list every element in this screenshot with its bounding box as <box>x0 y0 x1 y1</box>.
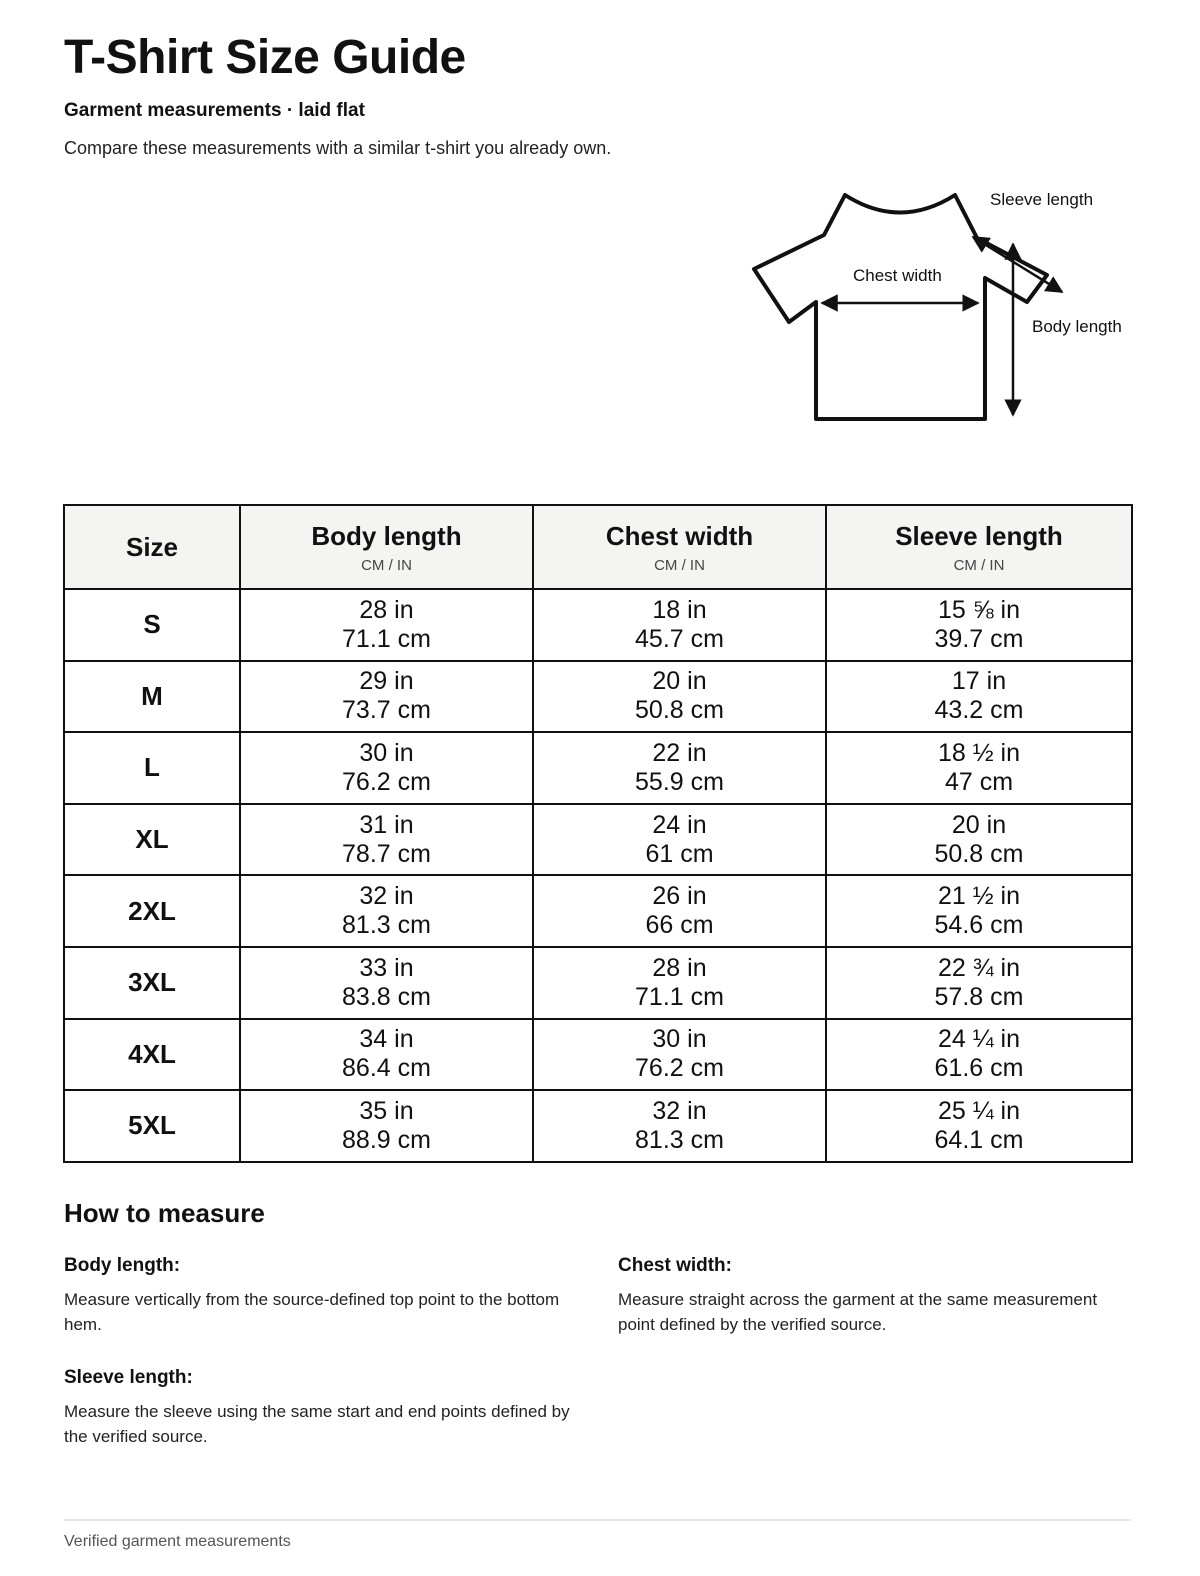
inch-value: 22 ¾ in <box>937 953 1020 982</box>
inch-value: 35 in <box>359 1096 414 1125</box>
sleeve-cell <box>826 947 1132 1019</box>
inch-value: 34 in <box>359 1025 414 1054</box>
cm-value: 66 cm <box>645 911 714 940</box>
body-cell <box>240 661 533 733</box>
chest-cell <box>533 1090 826 1162</box>
table-row <box>64 875 1132 947</box>
table-row <box>64 1019 1132 1091</box>
instruction-heading: Sleeve length: <box>64 1367 193 1388</box>
inch-value: 24 in <box>652 810 707 839</box>
page-title: T-Shirt Size Guide <box>64 31 466 84</box>
inch-value: 32 in <box>359 882 414 911</box>
body-cell <box>240 1019 533 1091</box>
instruction-heading: Chest width: <box>618 1255 732 1276</box>
inch-value: 24 ¼ in <box>937 1025 1020 1054</box>
cm-value: 50.8 cm <box>934 839 1024 868</box>
inch-value: 32 in <box>652 1096 707 1125</box>
cm-value: 50.8 cm <box>635 696 724 725</box>
body-cell <box>240 875 533 947</box>
chest-cell <box>533 661 826 733</box>
cm-value: 73.7 cm <box>342 696 431 725</box>
cm-value: 39.7 cm <box>934 624 1024 653</box>
size-cell: L <box>64 732 240 804</box>
sleeve-cell <box>826 804 1132 876</box>
sleeve-cell <box>826 589 1132 661</box>
footer-divider <box>64 1519 1131 1521</box>
chest-cell <box>533 732 826 804</box>
cm-value: 83.8 cm <box>342 982 431 1011</box>
cm-value: 43.2 cm <box>934 696 1024 725</box>
inch-value: 30 in <box>652 1025 707 1054</box>
size-column-header <box>64 505 240 589</box>
tshirt-outline-icon <box>754 195 1047 419</box>
cm-value: 88.9 cm <box>342 1125 431 1154</box>
body-cell <box>240 804 533 876</box>
chest-cell <box>533 589 826 661</box>
how-to-chest-width <box>618 1255 1133 1337</box>
cm-value: 86.4 cm <box>342 1054 431 1083</box>
column-title: Sleeve length <box>895 520 1063 551</box>
cm-value: 76.2 cm <box>635 1054 724 1083</box>
size-cell: M <box>64 661 240 733</box>
chest-width-label: Chest width <box>853 266 942 285</box>
inch-value: 20 in <box>951 810 1007 839</box>
sleeve-cell <box>826 732 1132 804</box>
inch-value: 17 in <box>951 667 1007 696</box>
body-length-label: Body length <box>1032 317 1122 336</box>
body-cell <box>240 732 533 804</box>
footer-text: Verified garment measurements <box>64 1533 291 1550</box>
table-row <box>64 589 1132 661</box>
inch-value: 28 in <box>652 953 707 982</box>
cm-value: 61.6 cm <box>934 1054 1024 1083</box>
table-row <box>64 804 1132 876</box>
instruction-text: Measure vertically from the source-defined top point to the bottom hem. <box>64 1290 560 1334</box>
cm-value: 57.8 cm <box>934 982 1024 1011</box>
page-subtitle: Garment measurements · laid flat <box>64 100 365 121</box>
table-row <box>64 732 1132 804</box>
column-title: Chest width <box>605 520 754 551</box>
inch-value: 18 ½ in <box>937 738 1020 767</box>
cm-value: 47 cm <box>944 767 1014 796</box>
cm-value: 55.9 cm <box>635 767 724 796</box>
cm-value: 71.1 cm <box>635 982 724 1011</box>
chest-cell <box>533 875 826 947</box>
inch-value: 26 in <box>652 882 707 911</box>
cm-value: 71.1 cm <box>342 624 431 653</box>
chest-width-column-header <box>533 505 826 589</box>
body-cell <box>240 947 533 1019</box>
size-header-label: Size <box>125 531 179 562</box>
how-to-measure-title: How to measure <box>64 1198 265 1228</box>
column-unit: CM / IN <box>654 556 705 574</box>
size-cell: 3XL <box>64 947 240 1019</box>
intro-text: Compare these measurements with a similar t-shirt you already own. <box>64 138 612 158</box>
sleeve-length-column-header <box>826 505 1132 589</box>
instruction-text: Measure the sleeve using the same start and end points defined by the verified source. <box>64 1402 570 1446</box>
size-cell: S <box>64 589 240 661</box>
table-row <box>64 1090 1132 1162</box>
body-length-column-header <box>240 505 533 589</box>
sleeve-cell <box>826 1090 1132 1162</box>
column-title: Body length <box>311 520 462 551</box>
size-cell: XL <box>64 804 240 876</box>
table-row <box>64 947 1132 1019</box>
inch-value: 21 ½ in <box>937 882 1020 911</box>
column-unit: CM / IN <box>361 556 412 574</box>
sleeve-cell <box>826 875 1132 947</box>
cm-value: 81.3 cm <box>635 1125 724 1154</box>
sleeve-cell <box>826 1019 1132 1091</box>
cm-value: 81.3 cm <box>342 911 431 940</box>
instruction-heading: Body length: <box>64 1255 181 1276</box>
cm-value: 61 cm <box>645 839 714 868</box>
inch-value: 28 in <box>359 595 414 624</box>
column-unit: CM / IN <box>953 556 1005 574</box>
inch-value: 29 in <box>359 667 414 696</box>
inch-value: 33 in <box>359 953 414 982</box>
sleeve-length-label: Sleeve length <box>990 190 1094 209</box>
inch-value: 18 in <box>652 595 707 624</box>
inch-value: 15 ⅝ in <box>937 595 1020 624</box>
cm-value: 76.2 cm <box>342 767 431 796</box>
table-header-row <box>64 505 1132 589</box>
cm-value: 45.7 cm <box>635 624 724 653</box>
inch-value: 30 in <box>359 738 414 767</box>
body-cell <box>240 1090 533 1162</box>
cm-value: 64.1 cm <box>934 1125 1024 1154</box>
table-row <box>64 661 1132 733</box>
chest-cell <box>533 804 826 876</box>
body-cell <box>240 589 533 661</box>
chest-cell <box>533 947 826 1019</box>
size-cell: 4XL <box>64 1019 240 1091</box>
chest-cell <box>533 1019 826 1091</box>
instruction-text: Measure straight across the garment at the same measurement point defined by the verified source. <box>618 1290 1098 1334</box>
sleeve-cell <box>826 661 1132 733</box>
size-table <box>63 504 1133 1163</box>
inch-value: 20 in <box>652 667 707 696</box>
cm-value: 78.7 cm <box>342 839 431 868</box>
inch-value: 25 ¼ in <box>937 1096 1020 1125</box>
size-cell: 5XL <box>64 1090 240 1162</box>
tshirt-diagram <box>740 180 1160 440</box>
how-to-sleeve-length <box>64 1367 579 1449</box>
how-to-body-length <box>64 1255 579 1337</box>
size-cell: 2XL <box>64 875 240 947</box>
cm-value: 54.6 cm <box>934 911 1024 940</box>
inch-value: 31 in <box>359 810 414 839</box>
inch-value: 22 in <box>652 738 707 767</box>
